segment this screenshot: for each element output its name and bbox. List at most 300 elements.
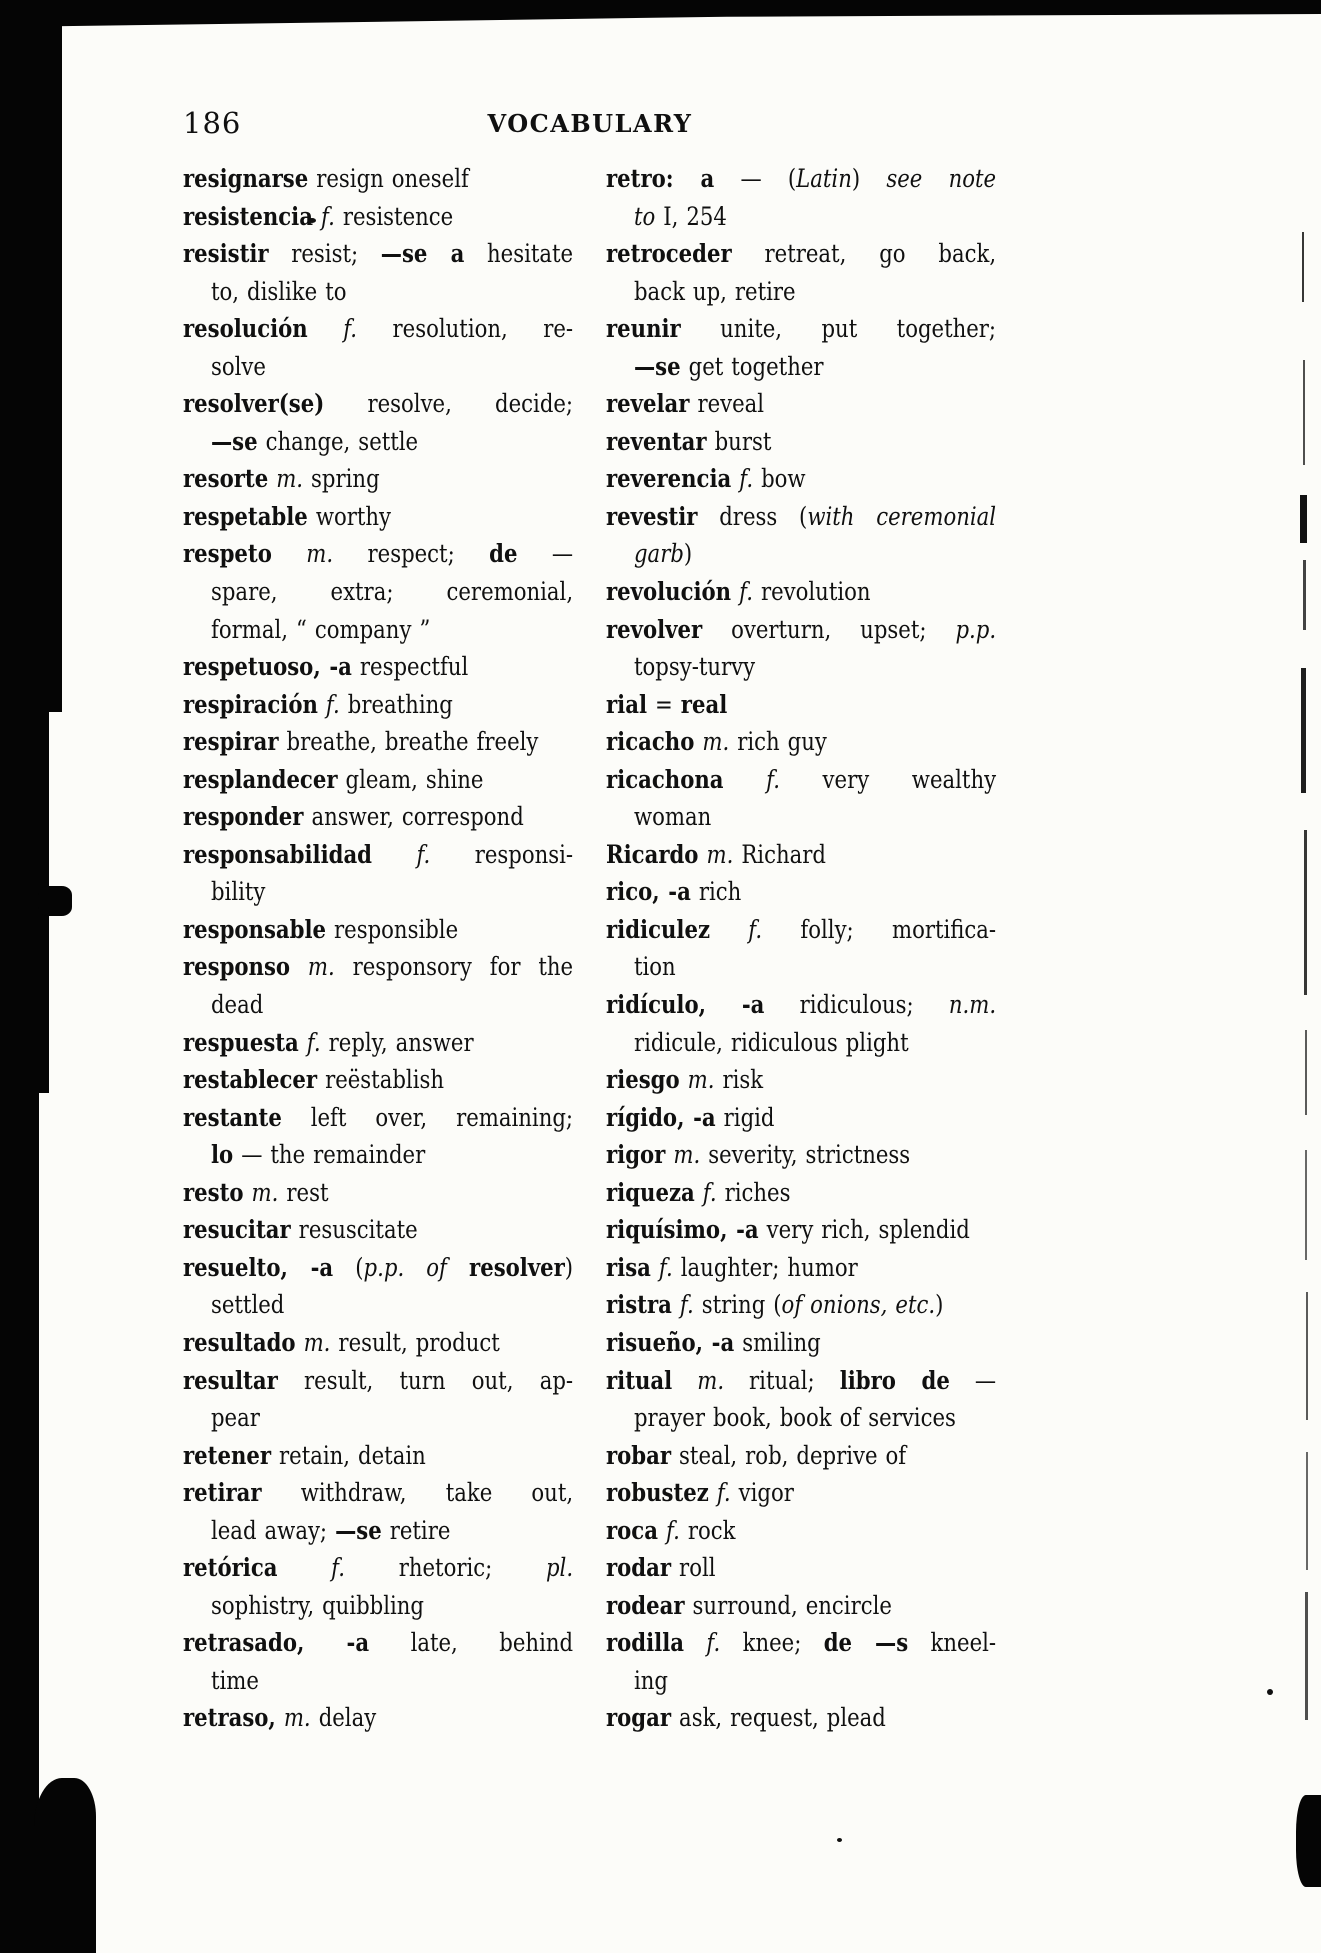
entry-line [183,310,573,348]
entry-line [606,1099,996,1137]
entry-line [183,1512,573,1550]
text-run: ridicule, ridiculous plight [633,1027,909,1057]
text-run: roll [671,1553,716,1583]
text-run: respetuoso, -a [183,652,352,682]
text-run: ritual [606,1365,673,1395]
text-run: reveal [689,389,765,419]
dictionary-entry [183,498,573,536]
text-run: retórica [183,1553,278,1583]
dictionary-entry [606,686,996,724]
text-run: sophistry, quibbling [210,1590,425,1620]
entry-line [606,1324,996,1362]
text-run: tion [633,952,676,982]
text-run: restablecer [183,1065,318,1095]
entry-line [183,198,573,236]
text-run: I, 254 [655,201,727,231]
entry-line [183,160,573,198]
entry-line [606,1474,996,1512]
entry-line [183,798,573,836]
entry-line [606,836,996,874]
text-run: withdraw, take out, [261,1478,574,1508]
entry-line [183,1624,573,1662]
text-run: Ricardo [606,839,699,869]
entry-line [183,836,573,874]
dictionary-entry [606,611,996,686]
text-run: ritual; [724,1365,840,1395]
text-run: responder [183,802,304,832]
text-run: reply, answer [320,1027,474,1057]
text-run: to, dislike to [210,276,347,306]
dictionary-entry [183,761,573,799]
scan-smudge [38,886,72,916]
text-run: revelar [606,389,690,419]
text-run: rico, -a [606,877,691,907]
entry-line [606,723,996,761]
text-run: respect; [333,539,490,569]
entry-line [606,1286,996,1324]
dictionary-entry [606,723,996,761]
text-run: —se [335,1515,382,1545]
text-run: respuesta [183,1027,299,1057]
text-run: vigor [730,1478,794,1508]
text-run: de —s [823,1628,909,1658]
text-run: riquísimo, -a [606,1215,759,1245]
text-run: resolver [469,1252,565,1282]
dictionary-entry [183,1624,573,1699]
text-run: resuscitate [290,1215,418,1245]
dictionary-entry [183,798,573,836]
text-run: retain, detain [271,1440,426,1470]
text-run: back up, retire [633,276,796,306]
right-column [606,160,996,1737]
scan-streak [1304,830,1307,995]
dictionary-entry [606,1286,996,1324]
entry-line [183,460,573,498]
text-run: responsible [326,914,459,944]
text-run: f. [307,314,358,344]
text-run: ask, request, plead [671,1703,886,1733]
text-run: — ( [714,164,797,193]
text-run: ing [633,1665,668,1695]
text-run: ricachona [606,764,724,794]
dictionary-entry [183,1324,573,1362]
entry-line [183,761,573,799]
entry-line [606,1587,996,1625]
dictionary-entry [606,1362,996,1437]
entry-line [606,1362,996,1400]
entry-line [183,648,573,686]
scan-streak [1305,1592,1308,1720]
dictionary-entry [183,1699,573,1737]
dictionary-entry [183,1174,573,1212]
scan-streak [1302,232,1304,302]
dictionary-entry [606,498,996,573]
dictionary-entry [606,310,996,385]
entry-line [606,1624,996,1662]
dictionary-entry [606,573,996,611]
text-run: f. [657,1515,680,1545]
text-run: n.m. [948,990,997,1020]
text-run: time [210,1665,259,1695]
entry-line [183,348,573,386]
text-run: f. [731,464,754,494]
text-run: ) [851,164,887,193]
text-run: m. [665,1140,701,1170]
scan-border-left-upper [0,0,62,712]
scan-blot-bottom-left [34,1778,96,1953]
text-run: change, settle [257,426,419,456]
ink-speck [1267,1689,1273,1695]
text-run: ) [935,1290,944,1320]
text-run: f. [317,689,340,719]
text-run: f. [723,764,780,794]
text-run: responsable [183,914,327,944]
entry-line [183,273,573,311]
text-run: m. [271,539,334,569]
text-run: to [633,201,656,231]
scan-streak [1305,1030,1307,1115]
text-run: result, turn out, ap- [277,1365,574,1395]
text-run: responsabilidad [183,839,373,869]
text-run: reventar [606,426,707,456]
text-run: rígido, -a [606,1102,716,1132]
dictionary-entry [606,873,996,911]
text-run: resolución [183,314,308,344]
text-run: respeto [183,539,272,569]
text-run: de [489,539,518,569]
dictionary-entry [606,1437,996,1475]
scan-streak [1303,360,1305,465]
text-run: string ( [693,1290,782,1320]
entry-line [606,1699,996,1737]
dictionary-entry [606,1624,996,1699]
text-run: retraso, [183,1703,276,1733]
text-run: result, product [330,1327,500,1357]
text-run: delay [310,1703,377,1733]
text-run: f. [372,839,431,869]
text-run: m. [243,1177,279,1207]
entry-line [183,1061,573,1099]
text-run: dress ( [697,501,808,531]
text-run: respetable [183,501,308,531]
text-run: very wealthy [779,764,997,794]
text-run: ricacho [606,727,695,757]
text-run: rigor [606,1140,666,1170]
dictionary-entry [606,836,996,874]
text-run: resistencia [183,201,313,231]
text-run: spare, extra; ceremonial, [210,577,574,607]
entry-line [183,1587,573,1625]
text-run: m. [268,464,304,494]
dictionary-entry [183,1099,573,1174]
dictionary-entry [606,160,996,235]
text-run: lo [210,1140,234,1170]
scan-streak [1300,495,1307,543]
text-run: real [680,689,728,719]
text-run: rock [679,1515,736,1545]
text-run: ridículo, -a [606,990,765,1020]
scan-streak [1301,668,1306,793]
entry-line [606,1399,996,1437]
text-run: late, behind [369,1628,574,1658]
dictionary-entry [183,1061,573,1099]
scan-blot-bottom-right [1296,1795,1321,1887]
text-run: revestir [606,501,698,531]
text-run: resultar [183,1365,278,1395]
text-run: formal, “ company ” [210,614,431,644]
text-run: revolución [606,577,732,607]
dictionary-entry [183,911,573,949]
text-run: bility [210,877,266,907]
text-run: resolver(se) [183,389,325,419]
entry-line [606,1437,996,1475]
entry-line [606,873,996,911]
entry-line [183,1324,573,1362]
dictionary-entry [606,1136,996,1174]
text-run: p.p. [955,614,997,644]
dictionary-entry [183,1211,573,1249]
entry-line [606,160,996,198]
text-run: rogar [606,1703,672,1733]
entry-line [183,1662,573,1700]
entry-line [183,1099,573,1137]
text-run: f. [277,1553,346,1583]
entry-line [183,948,573,986]
entry-line [606,1211,996,1249]
entry-line [606,385,996,423]
text-run: restante [183,1102,282,1132]
dictionary-entry [606,1211,996,1249]
entry-line [606,310,996,348]
text-run: rodear [606,1590,685,1620]
scan-streak [1306,1452,1308,1570]
entry-line [183,235,573,273]
text-run: risa [606,1252,651,1282]
dictionary-entry [606,986,996,1061]
text-run: bow [753,464,806,494]
entry-line [606,648,996,686]
entry-line [183,1286,573,1324]
text-run: robustez [606,1478,709,1508]
dictionary-entry [183,460,573,498]
text-run: rigid [715,1102,775,1132]
entry-line [606,348,996,386]
text-run: retener [183,1440,272,1470]
entry-line [606,423,996,461]
entry-line [183,498,573,536]
text-run: resto [183,1177,244,1207]
text-run: m. [290,952,335,982]
text-run: breathing [339,689,453,719]
text-run: f. [650,1252,673,1282]
text-run: surround, encircle [684,1590,892,1620]
entry-line [606,948,996,986]
text-run: reverencia [606,464,732,494]
entry-line [183,423,573,461]
dictionary-entry [606,385,996,423]
entry-line [606,911,996,949]
dictionary-entry [183,1024,573,1062]
dictionary-entry [183,836,573,911]
text-run: answer, correspond [303,802,524,832]
text-run: rhetoric; [345,1553,546,1583]
text-run: worthy [307,501,392,531]
text-run: left over, remaining; [281,1102,574,1132]
text-run: revolution [752,577,871,607]
dictionary-entry [183,310,573,385]
text-run: laughter; humor [672,1252,858,1282]
text-run: with ceremonial [807,501,997,531]
text-run: f. [710,914,763,944]
dictionary-entry [606,1512,996,1550]
text-run: resolution, re- [357,314,574,344]
entry-line [606,535,996,573]
page-header: VOCABULARY [487,109,693,138]
text-run: retreat, go back, [731,239,997,269]
text-run: unite, put together; [680,314,997,344]
dictionary-entry [606,911,996,986]
entry-line [183,723,573,761]
text-run: = [647,689,681,719]
text-run: woman [633,802,712,832]
text-run: steal, rob, deprive of [671,1440,907,1470]
text-run: breathe, breathe freely [278,727,539,757]
entry-line [183,1437,573,1475]
text-run: pear [210,1403,260,1433]
entry-line [606,498,996,536]
dictionary-entry [183,948,573,1023]
text-run: kneel- [908,1628,997,1658]
text-run: resignarse [183,164,309,193]
entry-line [183,1474,573,1512]
text-run: ) [564,1252,574,1282]
dictionary-entry [183,1474,573,1549]
dictionary-entry [606,423,996,461]
entry-line [606,761,996,799]
text-run: respiración [183,689,318,719]
text-run: respirar [183,727,279,757]
text-run: solve [210,351,266,381]
text-run: rich [690,877,742,907]
dictionary-entry [606,1699,996,1737]
text-run: spring [303,464,380,494]
dictionary-entry [183,535,573,648]
dictionary-entry [606,761,996,836]
entry-line [183,385,573,423]
text-run: —se [210,426,258,456]
text-run: rodar [606,1553,672,1583]
entry-line [183,986,573,1024]
text-run: rich guy [729,727,827,757]
text-run [447,1253,469,1282]
entry-line [606,686,996,724]
text-run: smiling [734,1327,821,1357]
dictionary-entry [183,198,573,236]
text-run: resistence [334,201,454,231]
text-run: knee; [720,1628,824,1658]
text-run: retrasado, -a [183,1628,370,1658]
text-run: Richard [733,839,826,869]
entry-line [183,535,573,573]
entry-line [606,1662,996,1700]
text-run: robar [606,1440,672,1470]
text-run: f. [298,1027,321,1057]
text-run: retirar [183,1478,262,1508]
text-run: garb [633,539,684,569]
text-run: ristra [606,1290,672,1320]
text-run: riqueza [606,1177,695,1207]
text-run: riesgo [606,1065,680,1095]
entry-line [183,1699,573,1737]
text-run: — [517,539,574,569]
text-run: resistir [183,239,269,269]
text-run: f. [684,1628,721,1658]
text-run: risk [714,1065,764,1095]
entry-line [183,611,573,649]
entry-line [183,1174,573,1212]
entry-line [183,1136,573,1174]
text-run: rial [606,689,648,719]
text-run: resolve, decide; [324,389,574,419]
text-run: gleam, shine [337,764,484,794]
scan-streak [1303,560,1306,630]
dictionary-entry [606,1249,996,1287]
entry-line [606,1249,996,1287]
entry-line [183,873,573,911]
entry-line [606,1136,996,1174]
entry-line [606,1061,996,1099]
text-run: get together [680,351,824,381]
text-run: overturn, upset; [702,614,956,644]
entry-line [183,1362,573,1400]
text-run: f. [694,1177,717,1207]
text-run: severity, strictness [700,1140,911,1170]
text-run: respectful [351,652,469,682]
text-run: retro: a [606,164,715,193]
dictionary-entry [606,1174,996,1212]
text-run: m. [698,839,734,869]
text-run: very rich, splendid [758,1215,970,1245]
dictionary-entry [183,235,573,310]
text-run: rest [278,1177,329,1207]
scan-border-top [0,0,1321,27]
text-run: resist; [268,239,381,269]
text-run: resign oneself [308,164,469,193]
text-run: m. [275,1703,311,1733]
text-run: retire [381,1515,451,1545]
entry-line [606,1549,996,1587]
dictionary-entry [606,1061,996,1099]
entry-line [183,1549,573,1587]
text-run: responsi- [430,839,574,869]
text-run: responsory for the [334,952,574,982]
text-run: m. [694,727,730,757]
dictionary-entry [183,1362,573,1437]
dictionary-entry [606,460,996,498]
entry-line [606,1512,996,1550]
text-run: roca [606,1515,658,1545]
text-run: resucitar [183,1215,291,1245]
ink-speck [837,1838,842,1842]
text-run: resplandecer [183,764,338,794]
dictionary-entry [183,160,573,198]
text-run: retroceder [606,239,732,269]
text-run: m. [679,1065,715,1095]
text-run: see note [886,164,997,193]
entry-line [606,273,996,311]
text-run: revolver [606,614,703,644]
text-run: ridiculez [606,914,711,944]
